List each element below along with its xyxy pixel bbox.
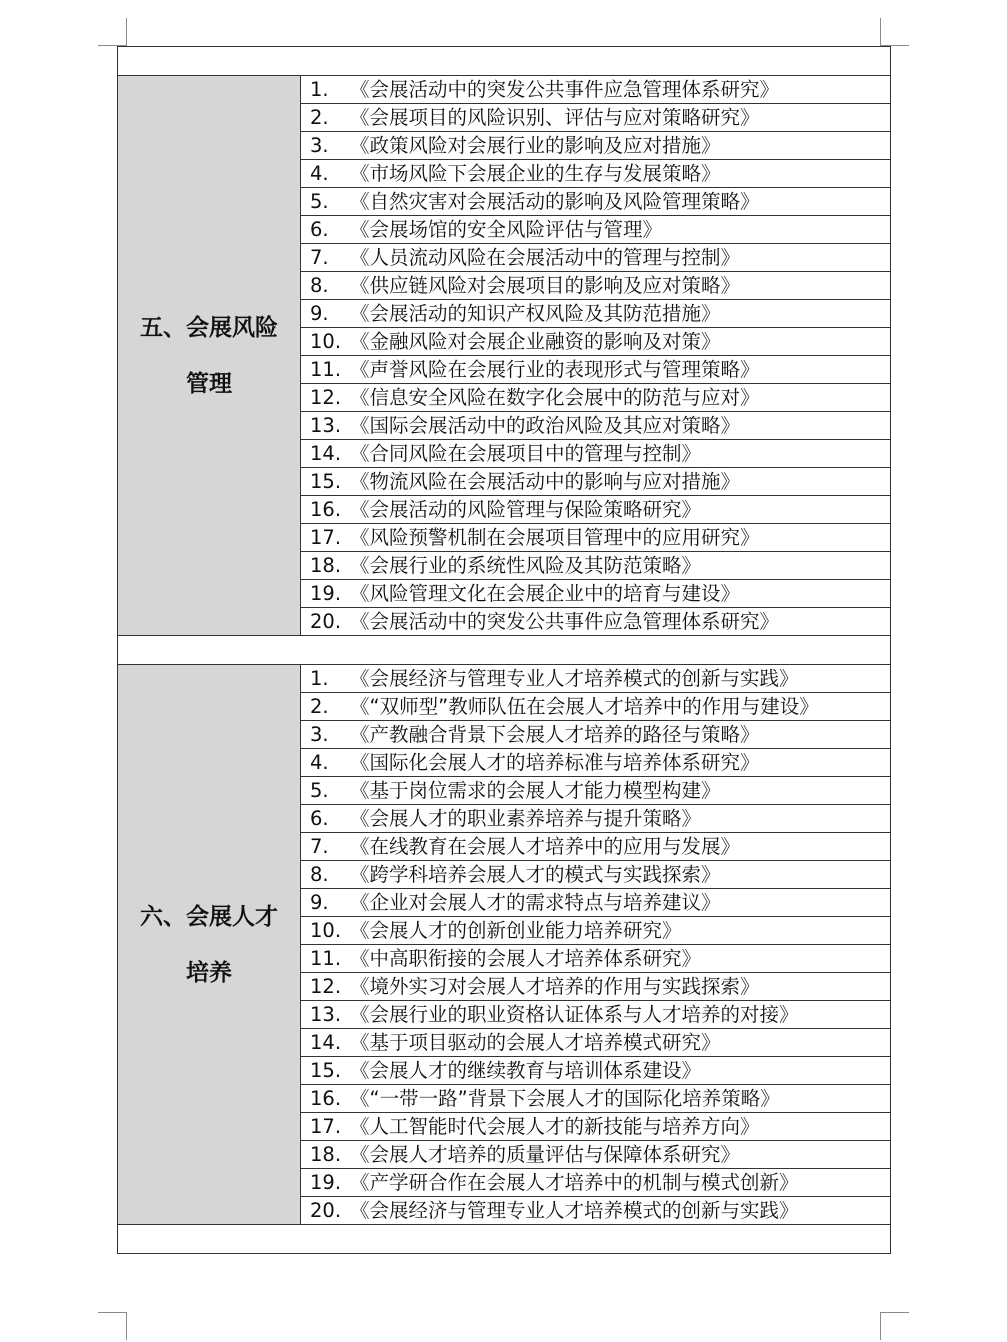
- spacer-cell: [118, 47, 891, 76]
- topic-number: 13.: [310, 1003, 342, 1026]
- topic-item: [301, 76, 891, 104]
- topic-item: [301, 412, 891, 440]
- topic-number: 11.: [310, 947, 342, 970]
- topic-item: [301, 216, 891, 244]
- topic-number: 12.: [310, 386, 342, 409]
- topic-number: 3.: [310, 134, 329, 157]
- topic-item: [301, 1029, 891, 1057]
- topic-number: 10.: [310, 330, 342, 353]
- topic-title: 《“一带一路”背景下会展人才的国际化培养策略》: [350, 1087, 780, 1110]
- topic-item: [301, 188, 891, 216]
- topic-item: [301, 524, 891, 552]
- spacer-cell: [118, 636, 891, 665]
- topic-item: [301, 328, 891, 356]
- topic-title: 《产学研合作在会展人才培养中的机制与模式创新》: [350, 1171, 799, 1194]
- crop-mark-top-left-vertical: [126, 18, 127, 46]
- topic-title: 《市场风险下会展企业的生存与发展策略》: [350, 162, 721, 185]
- topic-item: [301, 1057, 891, 1085]
- topic-item: [301, 749, 891, 777]
- topic-number: 14.: [310, 1031, 342, 1054]
- crop-mark-bottom-left-vertical: [126, 1312, 127, 1340]
- topic-item: [301, 244, 891, 272]
- topic-item: [301, 160, 891, 188]
- table-row: [118, 76, 891, 104]
- topic-item: [301, 1197, 891, 1225]
- topic-number: 8.: [310, 274, 329, 297]
- topic-number: 7.: [310, 246, 329, 269]
- topic-table-body: [118, 47, 891, 1254]
- topic-table: [117, 46, 891, 1254]
- topic-title: 《基于项目驱动的会展人才培养模式研究》: [350, 1031, 721, 1054]
- topic-number: 15.: [310, 470, 342, 493]
- topic-item: [301, 1141, 891, 1169]
- topic-item: [301, 440, 891, 468]
- topic-title: 《物流风险在会展活动中的影响与应对措施》: [350, 470, 741, 493]
- topic-item: [301, 552, 891, 580]
- topic-number: 18.: [310, 1143, 342, 1166]
- section-heading-line2: 培养: [186, 959, 232, 986]
- section-heading-line1: 六、会展人才: [140, 903, 278, 930]
- topic-title: 《国际化会展人才的培养标准与培养体系研究》: [350, 751, 760, 774]
- topic-title: 《企业对会展人才的需求特点与培养建议》: [350, 891, 721, 914]
- topic-title: 《境外实习对会展人才培养的作用与实践探索》: [350, 975, 760, 998]
- topic-title: 《声誉风险在会展行业的表现形式与管理策略》: [350, 358, 760, 381]
- topic-item: [301, 917, 891, 945]
- topic-title: 《基于岗位需求的会展人才能力模型构建》: [350, 779, 721, 802]
- spacer-row-1: [118, 1225, 891, 1254]
- topic-title: 《会展活动中的突发公共事件应急管理体系研究》: [350, 610, 780, 633]
- topic-item: [301, 384, 891, 412]
- topic-number: 20.: [310, 1199, 342, 1222]
- topic-number: 5.: [310, 190, 329, 213]
- topic-title: 《政策风险对会展行业的影响及应对措施》: [350, 134, 721, 157]
- topic-title: 《会展行业的系统性风险及其防范策略》: [350, 554, 702, 577]
- topic-title: 《人员流动风险在会展活动中的管理与控制》: [350, 246, 741, 269]
- topic-title: 《“双师型”教师队伍在会展人才培养中的作用与建设》: [350, 695, 819, 718]
- topic-title: 《跨学科培养会展人才的模式与实践探索》: [350, 863, 721, 886]
- crop-mark-bottom-left-horizontal: [98, 1312, 126, 1313]
- topic-title: 《会展活动中的突发公共事件应急管理体系研究》: [350, 78, 780, 101]
- topic-title: 《国际会展活动中的政治风险及其应对策略》: [350, 414, 741, 437]
- topic-title: 《会展经济与管理专业人才培养模式的创新与实践》: [350, 1199, 799, 1222]
- topic-number: 5.: [310, 779, 329, 802]
- topic-number: 19.: [310, 1171, 342, 1194]
- topic-number: 12.: [310, 975, 342, 998]
- topic-title: 《会展活动的风险管理与保险策略研究》: [350, 498, 702, 521]
- topic-number: 16.: [310, 498, 342, 521]
- topic-title: 《自然灾害对会展活动的影响及风险管理策略》: [350, 190, 760, 213]
- topic-title: 《会展项目的风险识别、评估与应对策略研究》: [350, 106, 760, 129]
- topic-title: 《产教融合背景下会展人才培养的路径与策略》: [350, 723, 760, 746]
- section-heading: [118, 665, 301, 1225]
- topic-item: [301, 300, 891, 328]
- topic-number: 10.: [310, 919, 342, 942]
- spacer-cell: [118, 1225, 891, 1254]
- topic-item: [301, 608, 891, 636]
- topic-title: 《风险管理文化在会展企业中的培育与建设》: [350, 582, 741, 605]
- topic-title: 《会展活动的知识产权风险及其防范措施》: [350, 302, 721, 325]
- section-heading-line1: 五、会展风险: [140, 314, 278, 341]
- topic-item: [301, 356, 891, 384]
- topic-item: [301, 580, 891, 608]
- topic-number: 13.: [310, 414, 342, 437]
- topic-title: 《中高职衔接的会展人才培养体系研究》: [350, 947, 702, 970]
- topic-number: 19.: [310, 582, 342, 605]
- topic-item: [301, 777, 891, 805]
- topic-number: 4.: [310, 162, 329, 185]
- topic-item: [301, 496, 891, 524]
- topic-title: 《信息安全风险在数字化会展中的防范与应对》: [350, 386, 760, 409]
- topic-number: 8.: [310, 863, 329, 886]
- topic-item: [301, 861, 891, 889]
- crop-mark-bottom-right-horizontal: [881, 1312, 909, 1313]
- section-heading-line2: 管理: [186, 370, 232, 397]
- topic-number: 1.: [310, 78, 329, 101]
- topic-title: 《会展人才的职业素养培养与提升策略》: [350, 807, 702, 830]
- topic-item: [301, 805, 891, 833]
- spacer-row-top: [118, 47, 891, 76]
- topic-item: [301, 945, 891, 973]
- topic-number: 7.: [310, 835, 329, 858]
- topic-number: 4.: [310, 751, 329, 774]
- topic-title: 《风险预警机制在会展项目管理中的应用研究》: [350, 526, 760, 549]
- topic-number: 1.: [310, 667, 329, 690]
- spacer-row-0: [118, 636, 891, 665]
- topic-number: 11.: [310, 358, 342, 381]
- topic-number: 16.: [310, 1087, 342, 1110]
- topic-item: [301, 132, 891, 160]
- topic-item: [301, 833, 891, 861]
- topic-item: [301, 1001, 891, 1029]
- topic-item: [301, 889, 891, 917]
- topic-number: 6.: [310, 218, 329, 241]
- topic-title: 《会展人才培养的质量评估与保障体系研究》: [350, 1143, 741, 1166]
- topic-title: 《会展人才的创新创业能力培养研究》: [350, 919, 682, 942]
- topic-number: 9.: [310, 891, 329, 914]
- topic-title: 《金融风险对会展企业融资的影响及对策》: [350, 330, 721, 353]
- topic-number: 17.: [310, 526, 342, 549]
- topic-item: [301, 1085, 891, 1113]
- topic-number: 14.: [310, 442, 342, 465]
- topic-item: [301, 973, 891, 1001]
- topic-item: [301, 468, 891, 496]
- crop-mark-top-right-vertical: [880, 18, 881, 46]
- topic-item: [301, 1169, 891, 1197]
- topic-number: 15.: [310, 1059, 342, 1082]
- topic-number: 3.: [310, 723, 329, 746]
- topic-item: [301, 272, 891, 300]
- topic-title: 《供应链风险对会展项目的影响及应对策略》: [350, 274, 741, 297]
- topic-number: 2.: [310, 106, 329, 129]
- topic-title: 《在线教育在会展人才培养中的应用与发展》: [350, 835, 741, 858]
- topic-item: [301, 693, 891, 721]
- section-heading: [118, 76, 301, 636]
- topic-number: 6.: [310, 807, 329, 830]
- topic-number: 17.: [310, 1115, 342, 1138]
- topic-number: 18.: [310, 554, 342, 577]
- topic-title: 《合同风险在会展项目中的管理与控制》: [350, 442, 702, 465]
- topic-item: [301, 721, 891, 749]
- topic-number: 2.: [310, 695, 329, 718]
- topic-item: [301, 665, 891, 693]
- topic-title: 《会展经济与管理专业人才培养模式的创新与实践》: [350, 667, 799, 690]
- table-row: [118, 665, 891, 693]
- topic-title: 《会展行业的职业资格认证体系与人才培养的对接》: [350, 1003, 799, 1026]
- topic-title: 《会展场馆的安全风险评估与管理》: [350, 218, 663, 241]
- topic-title: 《人工智能时代会展人才的新技能与培养方向》: [350, 1115, 760, 1138]
- topic-title: 《会展人才的继续教育与培训体系建设》: [350, 1059, 702, 1082]
- topic-number: 20.: [310, 610, 342, 633]
- topic-item: [301, 104, 891, 132]
- crop-mark-bottom-right-vertical: [880, 1312, 881, 1340]
- topic-item: [301, 1113, 891, 1141]
- topic-number: 9.: [310, 302, 329, 325]
